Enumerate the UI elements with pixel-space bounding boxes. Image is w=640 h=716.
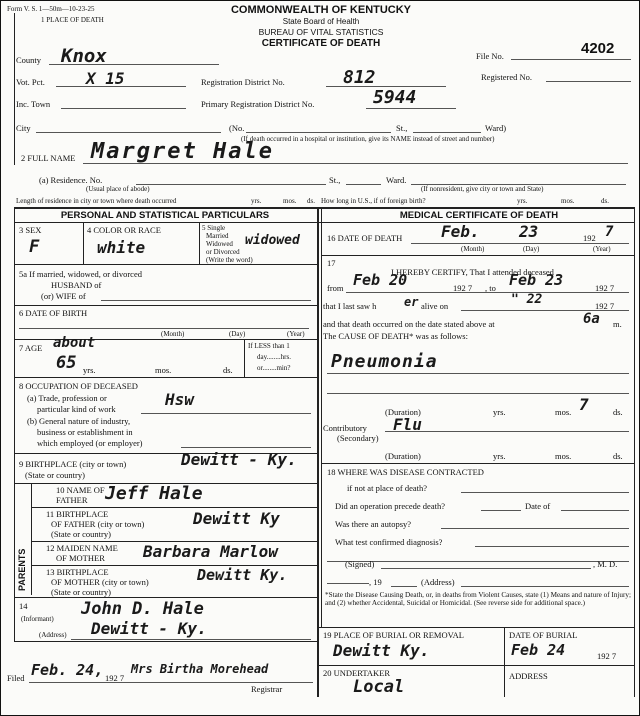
residence-ward-label: Ward. — [386, 175, 407, 185]
registered-no-label: Registered No. — [481, 72, 532, 82]
age-hrs: day........hrs. — [257, 353, 291, 361]
birthplace-sub: (State or country) — [25, 470, 85, 480]
duration-mos-value: 7 — [579, 395, 589, 414]
city-label: City — [16, 123, 31, 133]
age-min: or........min? — [257, 364, 291, 372]
informant-address-value: Dewitt - Ky. — [91, 619, 207, 638]
burial-place-label: 19 PLACE OF BURIAL OR REMOVAL — [323, 630, 464, 640]
age-less-than-day: If LESS than 1 — [248, 342, 290, 350]
place-of-death-label: 1 PLACE OF DEATH — [41, 16, 104, 24]
length-yrs-label: yrs. — [251, 197, 262, 205]
secondary-label: (Secondary) — [337, 433, 379, 443]
occupation-b-2: business or establishment in — [37, 427, 133, 437]
age-ds-label: ds. — [223, 365, 233, 375]
mother-bp-label-2: OF MOTHER (city or town) — [51, 577, 149, 587]
sex-label: 3 SEX — [19, 225, 42, 235]
primary-district-value: 5944 — [373, 87, 417, 108]
how-long-note: How long in U.S., if of foreign birth? — [321, 197, 426, 205]
q18b-label: if not at place of death? — [347, 483, 428, 493]
alive-date-value: " 22 — [511, 292, 543, 307]
operation-date-label: Date of — [525, 501, 551, 511]
marital-value: widowed — [245, 233, 300, 248]
full-name-label: 2 FULL NAME — [21, 153, 76, 163]
hospital-note: (If death occurred in a hospital or institution, give its NAME instead of street and number) — [241, 135, 495, 143]
length-residence-note: Length of residence in city or town where death occurred — [16, 197, 177, 205]
footnote: *State the Disease Causing Death, or, in deaths from Violent Causes, state (1) Means and nature of Injury; and (2) whether Accidental, Suicidal or Homicidal. (See reverse side for additional space.) — [325, 591, 631, 608]
last-saw-label: that I last saw h — [323, 301, 377, 311]
age-mos-label: mos. — [155, 365, 172, 375]
from-label: from — [327, 283, 344, 293]
header-commonwealth: COMMONWEALTH OF KENTUCKY — [230, 4, 412, 16]
form-number: Form V. S. 1—50m—10-23-25 — [7, 5, 95, 13]
informant-label: (Informant) — [21, 615, 54, 623]
age-yrs-label: yrs. — [83, 365, 96, 375]
registrar-label: Registrar — [251, 684, 283, 694]
personal-section-title: PERSONAL AND STATISTICAL PARTICULARS — [60, 210, 270, 221]
registration-district-label: Registration District No. — [201, 77, 285, 87]
duration2-label: (Duration) — [385, 451, 421, 461]
age-years-value: 65 — [56, 353, 77, 373]
cause-label: The CAUSE OF DEATH* was as follows: — [323, 331, 468, 341]
mother-name-label-1: 12 MAIDEN NAME — [46, 543, 118, 553]
spouse-label-1: 5a If married, widowed, or divorced — [19, 269, 142, 279]
certify-text: I HEREBY CERTIFY, That I attended deceased — [391, 267, 554, 277]
death-year-prefix: 192 — [583, 233, 596, 243]
city-no-label: (No. — [229, 123, 245, 133]
occupation-b-1: (b) General nature of industry, — [27, 416, 131, 426]
cause-value: Pneumonia — [331, 351, 438, 372]
duration2-yrs: yrs. — [493, 451, 506, 461]
foreign-ds-label: ds. — [601, 197, 609, 205]
city-st-label: St., — [396, 123, 408, 133]
filed-label: Filed — [7, 673, 25, 683]
header-bureau: BUREAU OF VITAL STATISTICS — [258, 27, 384, 37]
duration-label: (Duration) — [385, 407, 421, 417]
death-day-value: 23 — [519, 222, 539, 241]
signed-address-label: (Address) — [421, 577, 455, 587]
color-value: white — [97, 238, 146, 257]
father-bp-label-2: OF FATHER (city or town) — [51, 519, 145, 529]
mother-name-label-2: OF MOTHER — [56, 553, 105, 563]
informant-number: 14 — [19, 601, 28, 611]
county-value: Knox — [61, 45, 107, 67]
duration2-mos: mos. — [555, 451, 572, 461]
burial-place-value: Dewitt Ky. — [333, 641, 430, 660]
spouse-label-3: (or) WIFE of — [41, 291, 86, 301]
father-name-label-1: 10 NAME OF — [56, 485, 105, 495]
medical-section-title: MEDICAL CERTIFICATE OF DEATH — [399, 210, 559, 221]
marital-married-label: Married — [206, 232, 229, 240]
undertaker-value: Local — [353, 677, 405, 697]
birthplace-label: 9 BIRTHPLACE (city or town) — [19, 459, 127, 469]
marital-write-label: (Write the word) — [206, 256, 253, 264]
occupation-value: Hsw — [165, 390, 194, 409]
burial-address-label: ADDRESS — [509, 671, 548, 681]
length-mos-label: mos. — [283, 197, 297, 205]
marital-widowed-label: Widowed — [206, 240, 233, 248]
from-year: 192 7 — [453, 283, 473, 293]
q18-label: 18 WHERE WAS DISEASE CONTRACTED — [327, 467, 484, 477]
full-name-value: Margret Hale — [91, 139, 274, 164]
dob-year-label: (Year) — [287, 330, 305, 338]
sex-value: F — [29, 237, 40, 257]
to-date-value: Feb 23 — [509, 271, 564, 289]
birthplace-value: Dewitt - Ky. — [181, 450, 297, 469]
burial-date-label: DATE OF BURIAL — [509, 630, 578, 640]
death-month-label: (Month) — [461, 245, 485, 253]
burial-date-value: Feb 24 — [511, 641, 566, 659]
last-saw-her: er — [404, 295, 419, 309]
file-no-value: 4202 — [581, 40, 615, 57]
to-year: 192 7 — [595, 283, 615, 293]
duration-mos: mos. — [555, 407, 572, 417]
contributory-value: Flu — [393, 415, 422, 434]
mother-birthplace-value: Dewitt Ky. — [197, 566, 288, 584]
father-name-label-2: FATHER — [56, 495, 88, 505]
and-that-label: and that death occurred on the date stated above at — [323, 319, 495, 329]
operation-label: Did an operation precede death? — [335, 501, 445, 511]
test-label: What test confirmed diagnosis? — [335, 537, 443, 547]
dob-month-label: (Month) — [161, 330, 185, 338]
file-no-label: File No. — [476, 51, 504, 61]
death-month-value: Feb. — [441, 222, 480, 241]
vot-pct-label: Vot. Pct. — [16, 77, 45, 87]
q17-number: 17 — [327, 258, 336, 268]
father-bp-label-3: (State or country) — [51, 529, 111, 539]
occupation-label: 8 OCCUPATION OF DECEASED — [19, 381, 138, 391]
color-label: 4 COLOR OR RACE — [87, 225, 161, 235]
usual-place-note: (Usual place of abode) — [86, 185, 150, 193]
autopsy-label: Was there an autopsy? — [335, 519, 412, 529]
duration2-ds: ds. — [613, 451, 623, 461]
md-label: , M. D. — [593, 559, 618, 569]
nonresident-note: (If nonresident, give city or town and State) — [421, 185, 544, 193]
from-date-value: Feb 20 — [353, 271, 408, 289]
mother-name-value: Barbara Marlow — [143, 542, 278, 561]
duration-ds: ds. — [613, 407, 623, 417]
mother-bp-label-1: 13 BIRTHPLACE — [46, 567, 109, 577]
marital-divorced-label: or Divorced — [206, 248, 240, 256]
occupation-a-2: particular kind of work — [37, 404, 116, 414]
residence-label: (a) Residence. No. — [39, 175, 103, 185]
father-birthplace-value: Dewitt Ky — [193, 509, 280, 528]
primary-district-label: Primary Registration District No. — [201, 99, 315, 109]
header-certificate: CERTIFICATE OF DEATH — [261, 38, 381, 49]
length-ds-label: ds. — [307, 197, 315, 205]
registration-district-value: 812 — [343, 67, 376, 88]
death-year-suffix: 7 — [605, 224, 614, 240]
informant-address-label: (Address) — [39, 631, 67, 639]
foreign-mos-label: mos. — [561, 197, 575, 205]
alive-on-label: alive on — [421, 301, 449, 311]
time-suffix: m. — [613, 319, 622, 329]
informant-value: John D. Hale — [81, 599, 204, 619]
undertaker-label: 20 UNDERTAKER — [323, 668, 391, 678]
alive-year: 192 7 — [595, 301, 615, 311]
foreign-yrs-label: yrs. — [517, 197, 528, 205]
age-label: 7 AGE — [19, 343, 43, 353]
father-name-value: Jeff Hale — [105, 483, 203, 504]
occupation-a-1: (a) Trade, profession or — [27, 393, 107, 403]
father-bp-label-1: 11 BIRTHPLACE — [46, 509, 109, 519]
time-value: 6a — [583, 311, 600, 327]
parents-label: PARENTS — [17, 548, 27, 591]
city-ward-label: Ward) — [485, 123, 507, 133]
dob-label: 6 DATE OF BIRTH — [19, 308, 88, 318]
filed-year: 192 7 — [105, 673, 125, 683]
contributory-label: Contributory — [323, 423, 367, 433]
spouse-label-2: HUSBAND of — [51, 280, 102, 290]
mother-bp-label-3: (State or country) — [51, 587, 111, 597]
to-label: , to — [485, 283, 496, 293]
age-about: about — [53, 335, 96, 351]
vot-pct-value: X 15 — [86, 69, 125, 88]
death-day-label: (Day) — [523, 245, 540, 253]
filed-date-value: Feb. 24, — [31, 661, 104, 679]
signed-date-19: , 19 — [369, 577, 382, 587]
date-of-death-label: 16 DATE OF DEATH — [327, 233, 403, 243]
marital-single-label: 5 Single — [202, 224, 226, 232]
occupation-b-3: which employed (or employer) — [37, 438, 143, 448]
registrar-signature: Mrs Birtha Morehead — [131, 662, 269, 676]
inc-town-label: Inc. Town — [16, 99, 51, 109]
header-board: State Board of Health — [282, 17, 360, 26]
county-label: County — [16, 55, 42, 65]
residence-st-label: St., — [329, 175, 341, 185]
dob-day-label: (Day) — [229, 330, 246, 338]
death-year-label: (Year) — [593, 245, 611, 253]
duration-yrs: yrs. — [493, 407, 506, 417]
burial-year: 192 7 — [597, 651, 617, 661]
signed-label: (Signed) — [345, 559, 375, 569]
